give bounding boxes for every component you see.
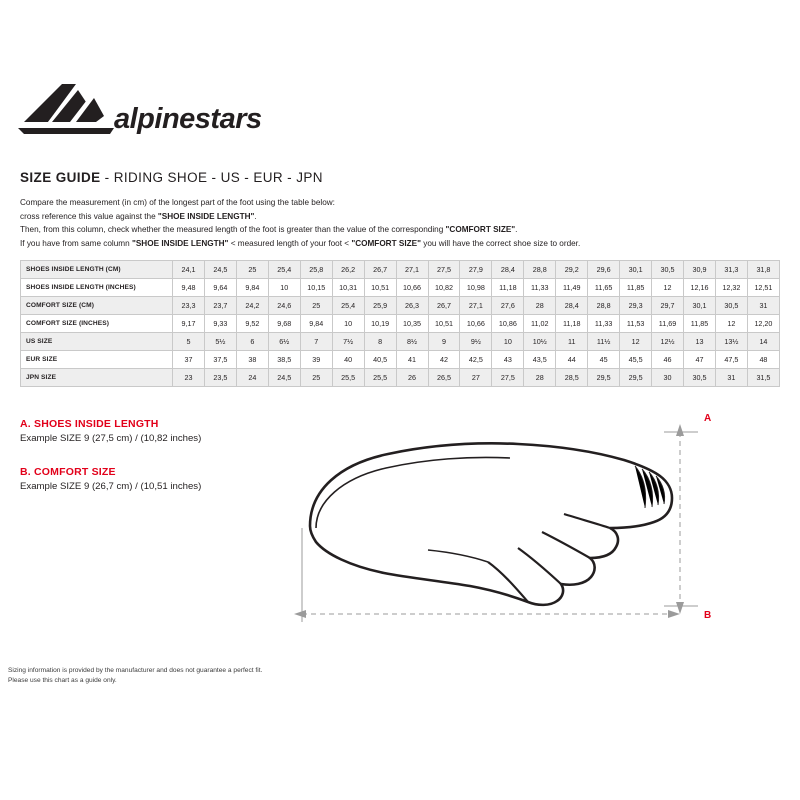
instruction-line-2-a: cross reference this value against the [20, 211, 158, 221]
table-row [21, 279, 780, 297]
table-cell: 27,1 [396, 261, 428, 279]
table-cell: 28,8 [588, 297, 620, 315]
instruction-line-4-c: < measured length of your foot < [228, 238, 352, 248]
table-cell: 31,5 [747, 369, 779, 387]
table-cell: 30 [652, 369, 684, 387]
alpinestars-a-star-logo [18, 78, 278, 140]
table-row [21, 333, 780, 351]
table-cell: 6 [236, 333, 268, 351]
table-cell: 25 [300, 369, 332, 387]
table-cell: 24,5 [268, 369, 300, 387]
table-cell: 5 [173, 333, 205, 351]
table-cell: 39 [300, 351, 332, 369]
instruction-line-4-d: "COMFORT SIZE" [351, 238, 421, 248]
table-cell: 43,5 [524, 351, 556, 369]
table-row-header: EUR SIZE [21, 351, 173, 369]
table-cell: 12½ [652, 333, 684, 351]
legend [20, 418, 290, 492]
table-cell: 26,7 [364, 261, 396, 279]
footer-disclaimer [8, 666, 262, 686]
table-cell: 10,66 [396, 279, 428, 297]
table-cell: 11,33 [524, 279, 556, 297]
table-cell: 41 [396, 351, 428, 369]
dimension-label-a: A [704, 413, 712, 424]
dimension-label-b: B [704, 610, 712, 621]
table-cell: 11,85 [684, 315, 716, 333]
table-cell: 14 [747, 333, 779, 351]
instruction-line-4-a: If you have from same column [20, 238, 132, 248]
table-cell: 10,31 [332, 279, 364, 297]
table-cell: 26,3 [396, 297, 428, 315]
table-cell: 46 [652, 351, 684, 369]
table-cell: 27,1 [460, 297, 492, 315]
table-cell: 10,82 [428, 279, 460, 297]
table-cell: 31 [747, 297, 779, 315]
table-cell: 27,6 [492, 297, 524, 315]
legend-a-title: A. SHOES INSIDE LENGTH [20, 418, 159, 430]
table-cell: 25,9 [364, 297, 396, 315]
footer-line-2: Please use this chart as a guide only. [8, 677, 117, 684]
table-cell: 26,5 [428, 369, 460, 387]
table-cell: 9,17 [173, 315, 205, 333]
table-cell: 28,5 [556, 369, 588, 387]
table-cell: 10½ [524, 333, 556, 351]
table-cell: 26,7 [428, 297, 460, 315]
table-cell: 44 [556, 351, 588, 369]
table-cell: 9,68 [268, 315, 300, 333]
table-cell: 28 [524, 369, 556, 387]
table-cell: 12 [652, 279, 684, 297]
table-cell: 11,65 [588, 279, 620, 297]
table-row [21, 261, 780, 279]
table-cell: 29,5 [620, 369, 652, 387]
table-cell: 29,3 [620, 297, 652, 315]
table-cell: 47,5 [715, 351, 747, 369]
table-cell: 11,49 [556, 279, 588, 297]
instruction-line-2-c: . [254, 211, 257, 221]
table-cell: 24,6 [268, 297, 300, 315]
page-title [20, 170, 323, 185]
table-cell: 12,32 [715, 279, 747, 297]
table-cell: 9,84 [236, 279, 268, 297]
table-cell: 43 [492, 351, 524, 369]
size-table-container [20, 260, 780, 387]
table-cell: 11,69 [652, 315, 684, 333]
table-cell: 45 [588, 351, 620, 369]
table-cell: 11,85 [620, 279, 652, 297]
table-cell: 45,5 [620, 351, 652, 369]
table-cell: 40,5 [364, 351, 396, 369]
table-cell: 24,2 [236, 297, 268, 315]
foot-diagram [280, 406, 720, 646]
instructions [20, 196, 640, 250]
table-cell: 31,3 [715, 261, 747, 279]
table-cell: 10 [268, 279, 300, 297]
table-cell: 10,51 [364, 279, 396, 297]
instruction-line-4 [20, 237, 640, 251]
table-cell: 23 [173, 369, 205, 387]
table-cell: 28,4 [556, 297, 588, 315]
table-cell: 11,18 [556, 315, 588, 333]
table-cell: 10,51 [428, 315, 460, 333]
instruction-line-3-b: "COMFORT SIZE" [445, 225, 516, 235]
table-cell: 30,5 [652, 261, 684, 279]
table-row [21, 351, 780, 369]
table-cell: 10 [332, 315, 364, 333]
table-cell: 10,86 [492, 315, 524, 333]
instruction-line-3-a: Then, from this column, check whether the measured length of the foot is greater than the value of the corresponding [20, 225, 446, 235]
table-cell: 6½ [268, 333, 300, 351]
table-cell: 11,02 [524, 315, 556, 333]
table-cell: 28,4 [492, 261, 524, 279]
table-cell: 47 [684, 351, 716, 369]
legend-b-text: Example SIZE 9 (26,7 cm) / (10,51 inches) [20, 481, 202, 492]
table-cell: 9½ [460, 333, 492, 351]
table-cell: 30,5 [715, 297, 747, 315]
table-cell: 10,35 [396, 315, 428, 333]
table-cell: 27,9 [460, 261, 492, 279]
table-cell: 13 [684, 333, 716, 351]
table-cell: 10,19 [364, 315, 396, 333]
table-cell: 10,98 [460, 279, 492, 297]
table-cell: 37 [173, 351, 205, 369]
table-cell: 31,8 [747, 261, 779, 279]
table-cell: 27 [460, 369, 492, 387]
table-cell: 9,64 [204, 279, 236, 297]
table-cell: 38,5 [268, 351, 300, 369]
table-cell: 30,1 [684, 297, 716, 315]
table-cell: 29,5 [588, 369, 620, 387]
table-cell: 30,1 [620, 261, 652, 279]
table-row-header: COMFORT SIZE (INCHES) [21, 315, 173, 333]
table-cell: 28 [524, 297, 556, 315]
instruction-line-4-e: you will have the correct shoe size to order. [420, 238, 581, 248]
table-cell: 11,33 [588, 315, 620, 333]
table-cell: 23,5 [204, 369, 236, 387]
legend-a-text: Example SIZE 9 (27,5 cm) / (10,82 inches) [20, 433, 202, 444]
table-cell: 25,4 [268, 261, 300, 279]
table-cell: 30,9 [684, 261, 716, 279]
table-cell: 12 [620, 333, 652, 351]
table-cell: 31 [715, 369, 747, 387]
table-row [21, 315, 780, 333]
table-cell: 25,5 [332, 369, 364, 387]
table-cell: 42,5 [460, 351, 492, 369]
table-cell: 11,53 [620, 315, 652, 333]
table-cell: 12,20 [747, 315, 779, 333]
table-cell: 23,7 [204, 297, 236, 315]
table-cell: 38 [236, 351, 268, 369]
table-cell: 10 [492, 333, 524, 351]
table-cell: 25,5 [364, 369, 396, 387]
table-cell: 25 [300, 297, 332, 315]
table-cell: 24,5 [204, 261, 236, 279]
page-title-suffix: - RIDING SHOE - US - EUR - JPN [104, 170, 323, 185]
table-cell: 10,15 [300, 279, 332, 297]
table-cell: 26 [396, 369, 428, 387]
footer-line-1: Sizing information is provided by the manufacturer and does not guarantee a perfect fit. [8, 667, 263, 674]
legend-b-title: B. COMFORT SIZE [20, 466, 116, 478]
table-cell: 5½ [204, 333, 236, 351]
table-cell: 12 [715, 315, 747, 333]
table-cell: 27,5 [428, 261, 460, 279]
table-cell: 10,66 [460, 315, 492, 333]
instruction-line-1: Compare the measurement (in cm) of the longest part of the foot using the table below: [20, 198, 335, 207]
instruction-line-2-b: "SHOE INSIDE LENGTH" [157, 211, 255, 221]
table-cell: 48 [747, 351, 779, 369]
table-cell: 25,4 [332, 297, 364, 315]
table-cell: 7½ [332, 333, 364, 351]
table-cell: 25 [236, 261, 268, 279]
table-cell: 30,5 [684, 369, 716, 387]
page-title-prefix: SIZE GUIDE [20, 170, 101, 185]
instruction-line-2 [20, 210, 640, 224]
foot-outline-top-view [280, 406, 720, 646]
table-cell: 11,18 [492, 279, 524, 297]
table-cell: 9,33 [204, 315, 236, 333]
table-cell: 26,2 [332, 261, 364, 279]
table-cell: 24 [236, 369, 268, 387]
table-cell: 9 [428, 333, 460, 351]
table-row-header: SHOES INSIDE LENGTH (INCHES) [21, 279, 173, 297]
table-cell: 12,16 [684, 279, 716, 297]
table-cell: 29,6 [588, 261, 620, 279]
table-cell: 42 [428, 351, 460, 369]
table-cell: 9,52 [236, 315, 268, 333]
table-cell: 25,8 [300, 261, 332, 279]
brand-logo [18, 78, 278, 140]
table-cell: 29,2 [556, 261, 588, 279]
table-cell: 11½ [588, 333, 620, 351]
size-table [20, 260, 780, 387]
table-cell: 8 [364, 333, 396, 351]
table-row-header: JPN SIZE [21, 369, 173, 387]
table-cell: 13½ [715, 333, 747, 351]
table-cell: 37,5 [204, 351, 236, 369]
table-cell: 9,84 [300, 315, 332, 333]
svg-text:alpinestars: alpinestars [114, 103, 262, 135]
table-cell: 12,51 [747, 279, 779, 297]
table-cell: 24,1 [173, 261, 205, 279]
table-cell: 7 [300, 333, 332, 351]
table-row [21, 369, 780, 387]
instruction-line-4-b: "SHOE INSIDE LENGTH" [131, 238, 229, 248]
table-cell: 29,7 [652, 297, 684, 315]
table-cell: 8½ [396, 333, 428, 351]
table-row-header: US SIZE [21, 333, 173, 351]
table-cell: 28,8 [524, 261, 556, 279]
table-row-header: SHOES INSIDE LENGTH (CM) [21, 261, 173, 279]
table-cell: 9,48 [173, 279, 205, 297]
table-cell: 11 [556, 333, 588, 351]
table-cell: 40 [332, 351, 364, 369]
instruction-line-3-c: . [515, 225, 518, 235]
table-row [21, 297, 780, 315]
table-cell: 27,5 [492, 369, 524, 387]
table-row-header: COMFORT SIZE (CM) [21, 297, 173, 315]
table-cell: 23,3 [173, 297, 205, 315]
instruction-line-3 [20, 223, 640, 237]
